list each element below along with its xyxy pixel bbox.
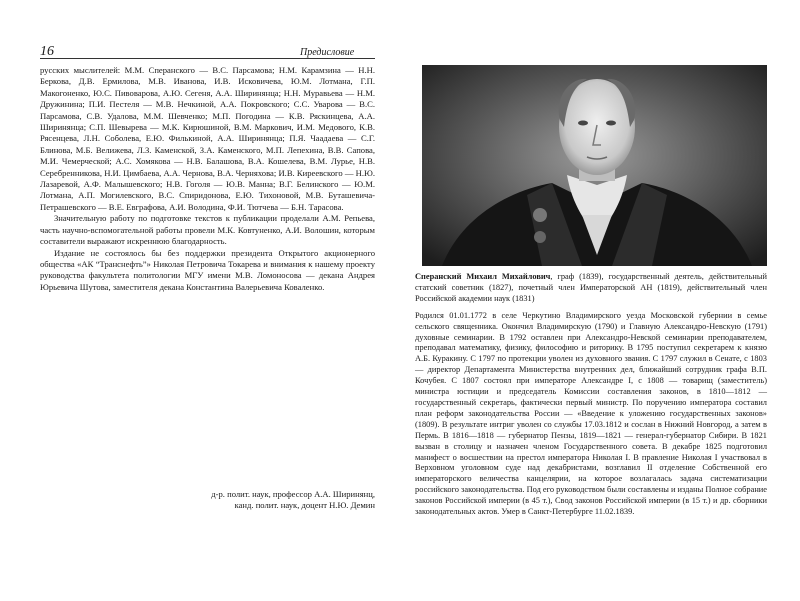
header-rule (40, 58, 375, 59)
portrait-engraving-icon (422, 65, 767, 266)
paragraph-sponsors: Издание не состоялось бы без поддержки президента Открытого акционерного общества «АК “Транснефть”» Николая Петровича Токарева и внимания к нашему проекту руководства факультета политологии МГУ имени М.В. Ломоносова — декана Андрея Юрьевича Шутова, заместителя декана Константина Валерьевича Коваленко. (40, 247, 375, 292)
left-text-column (40, 65, 375, 293)
editors-signature (190, 489, 375, 511)
running-title: Предисловие (300, 47, 355, 58)
caption-text: , граф (1839), государственный деятель, действительный статский советник (1827), почетный член Императорской АН (1819), действительный член Российской академии наук (1831) (415, 272, 767, 303)
portrait-caption (415, 272, 767, 305)
page-number: 16 (40, 44, 54, 59)
signature-line-2: канд. полит. наук, доцент Н.Ю. Демин (234, 500, 375, 510)
signature-line-1: д-р. полит. наук, профессор А.А. Ширинянц, (211, 489, 375, 499)
biography-text: Родился 01.01.1772 в селе Черкутино Владимирского уезда Московской губернии в семье сельского священника. Окончил Владимирскую (1790) и Главную Александро-Невскую (1791) духовные семинарии. В 1792 оставлен при Александро-Невской семинарии преподавателем, преподавал математику, физику, философию и риторику. В 1795 поступил секретарем к князю А.Б. Куракину. С 1797 по протекции уволен из духовного звания. С 1797 служил в Сенате, с 1803 — директор Департамента Министерства внутренних дел, ближайший сотрудник графа В.П. Кочубея. С 1807 состоял при императоре Александре I, с 1808 — товарищ (заместитель) министра юстиции и председатель Комиссии составления законов, в 1810—1812 — государственный секретарь, фактически первый министр. По поручению императора составил план реформ законодательства России — «Введение к уложению государственных законов» (1809). В результате интриг уволен со службы 17.03.1812 и сослан в Нижний Новгород, а затем в Пермь. В 1816—1818 — губернатор Пензы, 1819—1821 — генерал-губернатор Сибири. В 1821 вызван в столицу и назначен членом Государственного совета. В декабре 1825 подготовил манифест о восшествии на престол императора Николая I. В правление Николая I участвовал в Верховном уголовном суде над декабристами, возглавил II отделение Собственной его императорского величества канцелярии, на которое возлагалась задача систематизации российского законодательства. Под его руководством были составлены и изданы Полное собрание законов Российской империи (в 45 т.), Свод законов Российской империи (в 15 т.) и др. сборники законодательных актов. Умер в Санкт-Петербурге 11.02.1839. (415, 310, 767, 517)
paragraph-scholars: русских мыслителей: М.М. Сперанского — В.С. Парсамова; Н.М. Карамзина — Н.Н. Беркова, Д.В. Ермилова, М.В. Иванова, И.В. Исковичева, Ю.М. Лотмана, Г.П. Макогоненко, Ю.С. Пивоварова, А.Ю. Сегеня, А.А. Ширинянца; Н.Н. Муравьева — Н.М. Дружинина; П.И. Пестеля — М.В. Нечкиной, А.А. Покровского; С.С. Уварова — В.С. Парсамова, С.В. Удалова, М.М. Шевченко; М.П. Погодина — К.В. Ряскинцева, А.А. Ширинянца; С.П. Шевырева — М.К. Кирюшиной, В.М. Маркович, И.М. Медового, К.В. Рясенцева, Л.Н. Соболева, Е.Ю. Филькиной, А.А. Ширинянца; П.Я. Чаадаева — С.Г. Блинова, М.Б. Велижева, Л.З. Каменской, З.А. Каменского, М.П. Лепехина, В.В. Сапова, М.И. Чемерческой; А.С. Хомякова — Н.В. Балашова, В.А. Кошелева, В.М. Лурье, Н.В. Серебренникова, Н.И. Цимбаева, А.А. Чернова, В.А. Черняхова; И.В. Киреевского — Н.Ю. Лазаревой, А.Ф. Малышевского; Н.В. Гоголя — Ю.В. Манна; В.Г. Белинского — Ю.М. Лотмана, А.П. Могилевского, В.С. Спиридонова, Е.Ю. Тихоновой, М.В. Буташевича-Петрашевского — В.Е. Евграфова, А.И. Володина, Ф.И. Тютчева — Б.Н. Тарасова. (40, 65, 375, 212)
portrait-svg (422, 65, 767, 266)
paragraph-acknowledgement: Значительную работу по подготовке текстов к публикации проделали А.М. Репьева, часть научно-вспомогательной работы провели М.К. Ковтуненко, А.И. Волошин, которым составители выражают искреннюю благодарность. (40, 213, 375, 247)
right-text-column (415, 272, 767, 518)
caption-name: Сперанский Михаил Михайлович (415, 272, 551, 281)
